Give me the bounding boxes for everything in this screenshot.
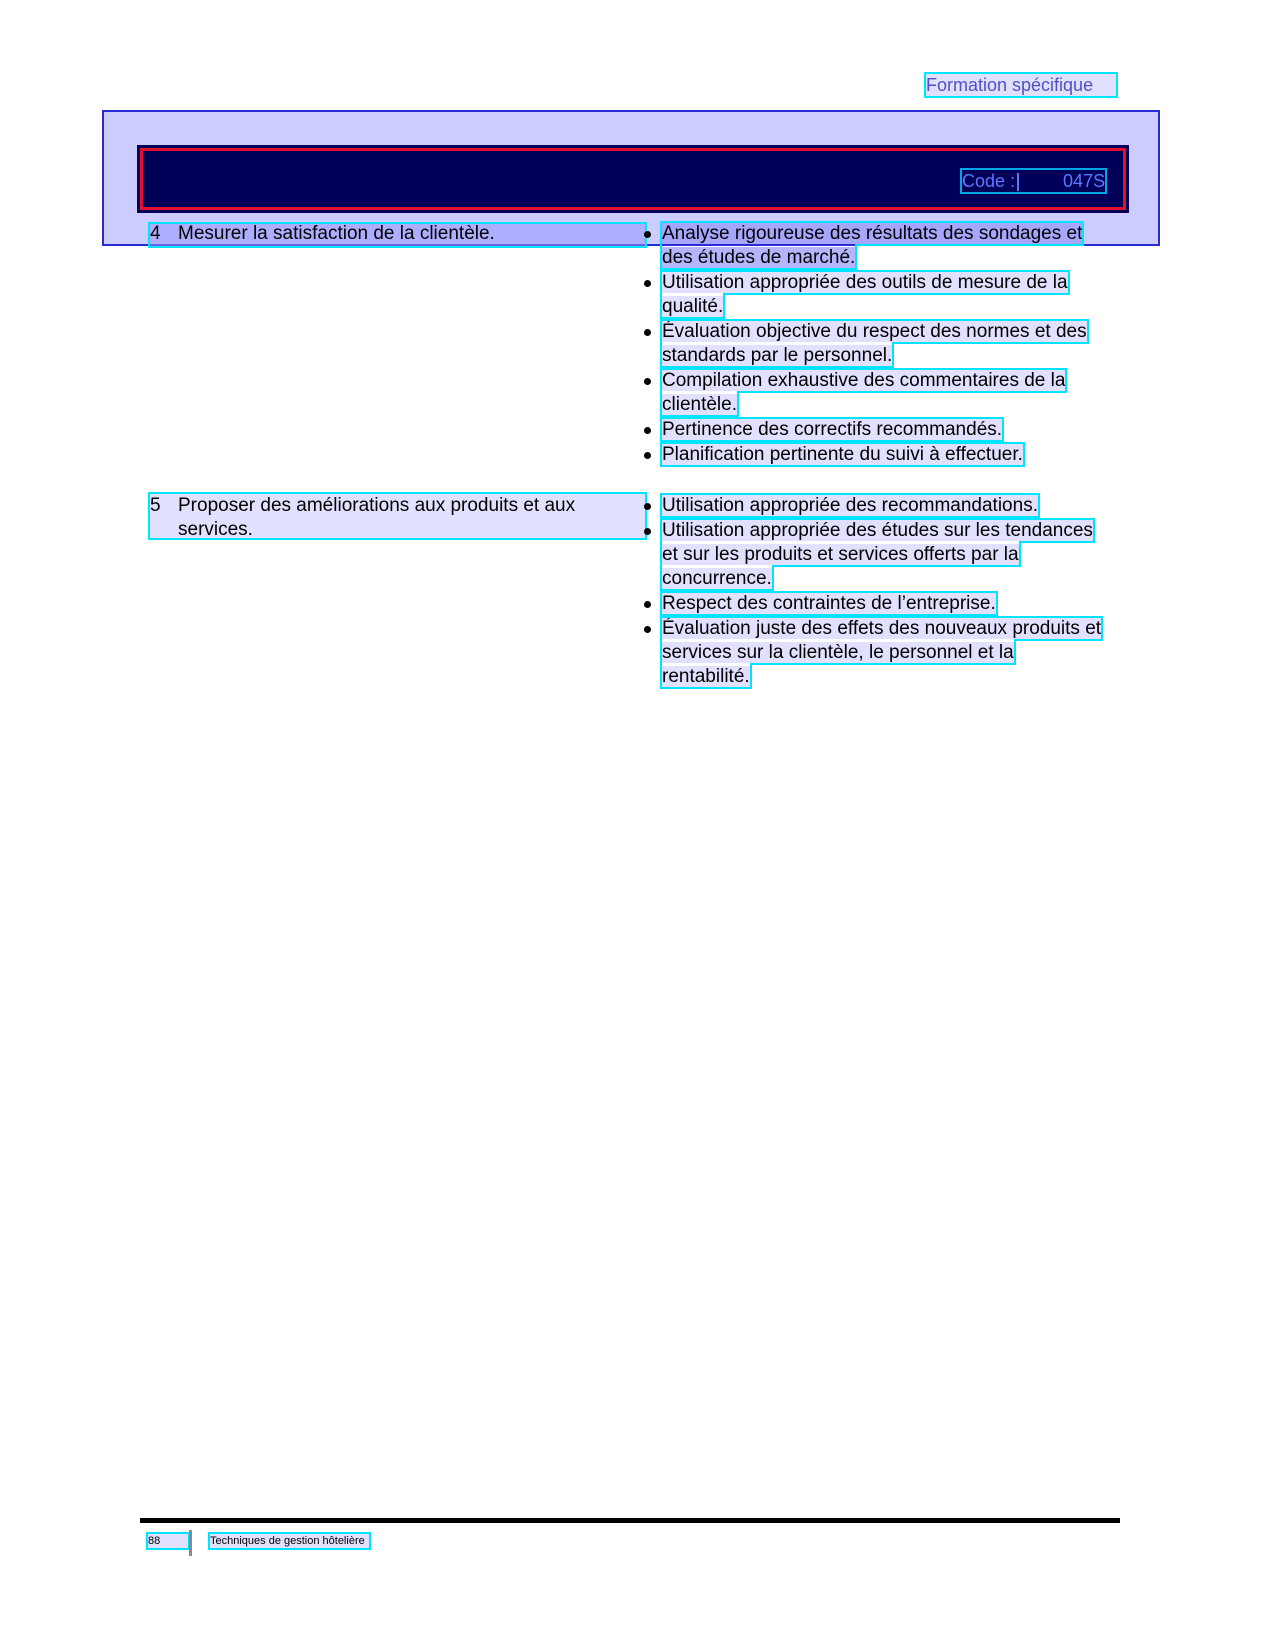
criterion-item — [644, 418, 1104, 442]
criterion-text: Utilisation appropriée des outils de mesure de la qualité. — [662, 272, 1068, 317]
bullet-icon — [644, 452, 651, 459]
criterion-text: Compilation exhaustive des commentaires de la clientèle. — [662, 370, 1066, 415]
element-number: 4 — [150, 223, 161, 244]
code-separator — [1017, 173, 1019, 191]
criterion-item — [644, 320, 1104, 368]
bullet-icon — [644, 329, 651, 336]
criterion-text: Pertinence des correctifs recommandés. — [662, 419, 1003, 440]
bullet-icon — [644, 626, 651, 633]
running-header-title: Formation spécifique — [926, 74, 1116, 96]
footer-separator — [189, 1530, 192, 1556]
element-title: Mesurer la satisfaction de la clientèle. — [178, 223, 495, 244]
criterion-item — [644, 443, 1104, 467]
footer-program-title: Techniques de gestion hôtelière — [210, 1534, 369, 1548]
criterion-item — [644, 494, 1104, 518]
bullet-icon — [644, 503, 651, 510]
criterion-text: Utilisation appropriée des recommandations. — [662, 495, 1038, 516]
element-number: 5 — [150, 495, 161, 516]
criterion-text: Évaluation objective du respect des normes et des standards par le personnel. — [662, 321, 1087, 366]
footer-page-number: 88 — [148, 1534, 188, 1548]
criterion-text: Respect des contraintes de l’entreprise. — [662, 593, 996, 614]
bullet-icon — [644, 427, 651, 434]
criteria-list-element-5 — [644, 494, 1104, 690]
element-title: Proposer des améliorations aux produits et aux services. — [178, 495, 576, 540]
criterion-item — [644, 369, 1104, 417]
bullet-icon — [644, 601, 651, 608]
criteria-list-element-4 — [644, 222, 1104, 468]
criterion-item — [644, 222, 1104, 270]
bullet-icon — [644, 280, 651, 287]
criterion-item — [644, 592, 1104, 616]
criterion-text: Planification pertinente du suivi à effectuer. — [662, 444, 1023, 465]
bullet-icon — [644, 231, 651, 238]
code-label-group — [962, 170, 1105, 192]
code-value: 047S — [1063, 171, 1106, 191]
criterion-text: Analyse rigoureuse des résultats des sondages et des études de marché. — [662, 223, 1083, 268]
bullet-icon — [644, 528, 651, 535]
footer-rule — [140, 1518, 1120, 1523]
criterion-item — [644, 617, 1104, 689]
bullet-icon — [644, 378, 651, 385]
criterion-text: Utilisation appropriée des études sur les tendances et sur les produits et services offerts par la concurrence. — [662, 520, 1093, 589]
criterion-item — [644, 271, 1104, 319]
code-label: Code : — [962, 171, 1016, 191]
criterion-item — [644, 519, 1104, 591]
criterion-text: Évaluation juste des effets des nouveaux produits et services sur la clientèle, le personnel et la rentabilité. — [662, 618, 1102, 687]
